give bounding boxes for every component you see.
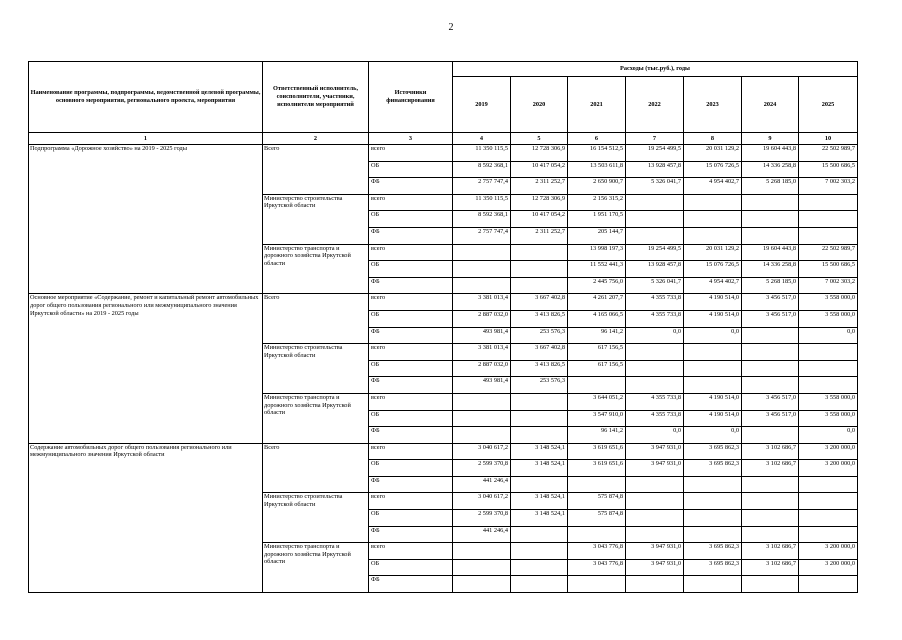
value-cell: [511, 410, 568, 427]
source-cell: всего: [369, 344, 453, 361]
source-cell: всего: [369, 493, 453, 510]
value-cell: 11 350 115,5: [453, 194, 511, 211]
value-cell: 3 947 931,0: [626, 460, 684, 477]
value-cell: [742, 327, 799, 344]
value-cell: [453, 393, 511, 410]
value-cell: [684, 360, 742, 377]
value-cell: 3 043 776,8: [568, 559, 626, 576]
value-cell: 13 928 457,8: [626, 161, 684, 178]
value-cell: 3 619 651,6: [568, 443, 626, 460]
header-year: 2019: [453, 77, 511, 133]
value-cell: 3 456 517,0: [742, 393, 799, 410]
header-year: 2021: [568, 77, 626, 133]
value-cell: 3 558 000,0: [799, 410, 858, 427]
value-cell: 10 417 054,2: [511, 211, 568, 228]
source-cell: ФБ: [369, 476, 453, 493]
value-cell: 493 981,4: [453, 327, 511, 344]
column-number: 7: [626, 133, 684, 145]
value-cell: [799, 194, 858, 211]
source-cell: ОБ: [369, 460, 453, 477]
value-cell: [799, 476, 858, 493]
value-cell: [742, 510, 799, 527]
header-year: 2024: [742, 77, 799, 133]
value-cell: 0,0: [626, 327, 684, 344]
header-expenses: Расходы (тыс.руб.), годы: [453, 62, 858, 77]
column-number: 2: [263, 133, 369, 145]
value-cell: [511, 393, 568, 410]
value-cell: [511, 476, 568, 493]
value-cell: 3 102 686,7: [742, 559, 799, 576]
value-cell: 3 667 402,8: [511, 294, 568, 311]
value-cell: 4 355 733,8: [626, 393, 684, 410]
value-cell: 19 254 499,5: [626, 145, 684, 162]
value-cell: 2 650 900,7: [568, 178, 626, 195]
value-cell: 3 381 013,4: [453, 294, 511, 311]
value-cell: [453, 576, 511, 593]
value-cell: 12 728 306,9: [511, 194, 568, 211]
value-cell: [626, 510, 684, 527]
value-cell: 3 695 862,3: [684, 543, 742, 560]
value-cell: [626, 194, 684, 211]
value-cell: 253 576,3: [511, 327, 568, 344]
value-cell: 4 954 402,7: [684, 178, 742, 195]
value-cell: 3 558 000,0: [799, 393, 858, 410]
source-cell: всего: [369, 393, 453, 410]
value-cell: 3 381 013,4: [453, 344, 511, 361]
value-cell: 14 336 258,8: [742, 261, 799, 278]
header-year: 2020: [511, 77, 568, 133]
table-row: [29, 443, 858, 460]
value-cell: 3 148 524,1: [511, 493, 568, 510]
value-cell: [453, 244, 511, 261]
source-cell: всего: [369, 145, 453, 162]
value-cell: 2 887 032,0: [453, 360, 511, 377]
value-cell: 13 998 197,3: [568, 244, 626, 261]
value-cell: 253 576,3: [511, 377, 568, 394]
source-cell: ОБ: [369, 261, 453, 278]
value-cell: [799, 344, 858, 361]
header-source: Источники финансирования: [369, 62, 453, 133]
value-cell: 205 144,7: [568, 227, 626, 244]
value-cell: 3 644 051,2: [568, 393, 626, 410]
value-cell: 0,0: [799, 427, 858, 444]
value-cell: 12 728 306,9: [511, 145, 568, 162]
value-cell: 8 592 368,1: [453, 161, 511, 178]
value-cell: 3 200 000,0: [799, 559, 858, 576]
value-cell: [799, 510, 858, 527]
value-cell: [799, 377, 858, 394]
value-cell: 11 350 115,5: [453, 145, 511, 162]
value-cell: [453, 410, 511, 427]
value-cell: 3 947 931,0: [626, 559, 684, 576]
value-cell: 3 695 862,3: [684, 460, 742, 477]
value-cell: [453, 261, 511, 278]
value-cell: 3 102 686,7: [742, 443, 799, 460]
source-cell: всего: [369, 294, 453, 311]
value-cell: 0,0: [684, 427, 742, 444]
header-year: 2022: [626, 77, 684, 133]
value-cell: 575 874,8: [568, 510, 626, 527]
source-cell: ФБ: [369, 377, 453, 394]
value-cell: 2 887 032,0: [453, 310, 511, 327]
value-cell: 3 200 000,0: [799, 443, 858, 460]
value-cell: [511, 244, 568, 261]
value-cell: 3 043 776,8: [568, 543, 626, 560]
table-row: [29, 145, 858, 162]
value-cell: 5 326 041,7: [626, 277, 684, 294]
column-number: 4: [453, 133, 511, 145]
value-cell: 3 547 910,0: [568, 410, 626, 427]
value-cell: 4 355 733,8: [626, 310, 684, 327]
value-cell: 3 558 000,0: [799, 310, 858, 327]
value-cell: 20 031 129,2: [684, 145, 742, 162]
value-cell: [742, 493, 799, 510]
value-cell: 0,0: [799, 327, 858, 344]
executor-cell: Министерство строительства Иркутской области: [263, 493, 369, 543]
section-name: Содержание автомобильных дорог общего пользования регионального или межмуниципального значения Иркутской области: [29, 443, 263, 592]
value-cell: [799, 493, 858, 510]
value-cell: 4 261 207,7: [568, 294, 626, 311]
table-row: [29, 294, 858, 311]
value-cell: 15 076 726,5: [684, 161, 742, 178]
value-cell: [742, 377, 799, 394]
value-cell: 4 355 733,8: [626, 410, 684, 427]
executor-cell: Министерство строительства Иркутской области: [263, 194, 369, 244]
source-cell: всего: [369, 194, 453, 211]
source-cell: ФБ: [369, 277, 453, 294]
source-cell: ОБ: [369, 510, 453, 527]
source-cell: ОБ: [369, 211, 453, 228]
value-cell: [453, 277, 511, 294]
value-cell: 14 336 258,8: [742, 161, 799, 178]
section-name: Основное мероприятие «Содержание, ремонт и капитальный ремонт автомобильных дорог общего пользования регионального или межмуниципального значения Иркутской области» на 2019 - 2025 годы: [29, 294, 263, 443]
value-cell: [568, 377, 626, 394]
source-cell: ФБ: [369, 576, 453, 593]
value-cell: [511, 559, 568, 576]
value-cell: 22 502 989,7: [799, 244, 858, 261]
value-cell: 3 456 517,0: [742, 294, 799, 311]
value-cell: [626, 576, 684, 593]
source-cell: всего: [369, 443, 453, 460]
value-cell: [511, 543, 568, 560]
value-cell: 2 599 370,8: [453, 510, 511, 527]
source-cell: ФБ: [369, 427, 453, 444]
executor-cell: Всего: [263, 294, 369, 344]
section-name: Подпрограмма «Дорожное хозяйство» на 2019 - 2025 годы: [29, 145, 263, 294]
value-cell: [799, 526, 858, 543]
value-cell: 4 355 733,8: [626, 294, 684, 311]
value-cell: [742, 526, 799, 543]
value-cell: [453, 543, 511, 560]
source-cell: ФБ: [369, 526, 453, 543]
value-cell: 4 190 514,0: [684, 393, 742, 410]
value-cell: 5 268 185,0: [742, 178, 799, 195]
header-executor: Ответственный исполнитель, соисполнители, участники, исполнители мероприятий: [263, 62, 369, 133]
value-cell: 2 311 252,7: [511, 227, 568, 244]
value-cell: 15 076 726,5: [684, 261, 742, 278]
value-cell: 2 156 315,2: [568, 194, 626, 211]
column-number: 10: [799, 133, 858, 145]
source-cell: ОБ: [369, 310, 453, 327]
executor-cell: Министерство строительства Иркутской области: [263, 344, 369, 394]
value-cell: 3 695 862,3: [684, 559, 742, 576]
value-cell: 3 413 826,5: [511, 360, 568, 377]
value-cell: [626, 476, 684, 493]
value-cell: 0,0: [684, 327, 742, 344]
value-cell: 4 190 514,0: [684, 310, 742, 327]
column-number: 1: [29, 133, 263, 145]
page-number: 2: [448, 22, 454, 33]
value-cell: [742, 360, 799, 377]
value-cell: 5 268 185,0: [742, 277, 799, 294]
value-cell: [568, 526, 626, 543]
source-cell: ОБ: [369, 360, 453, 377]
value-cell: 7 002 303,2: [799, 178, 858, 195]
value-cell: 2 311 252,7: [511, 178, 568, 195]
column-number: 9: [742, 133, 799, 145]
value-cell: 3 947 931,0: [626, 443, 684, 460]
value-cell: 15 500 686,5: [799, 161, 858, 178]
value-cell: 3 667 402,8: [511, 344, 568, 361]
value-cell: [626, 360, 684, 377]
value-cell: 16 154 512,5: [568, 145, 626, 162]
value-cell: 3 200 000,0: [799, 543, 858, 560]
source-cell: ФБ: [369, 327, 453, 344]
value-cell: 19 604 443,8: [742, 244, 799, 261]
executor-cell: Министерство транспорта и дорожного хозяйства Иркутской области: [263, 543, 369, 593]
value-cell: 13 928 457,8: [626, 261, 684, 278]
source-cell: ОБ: [369, 559, 453, 576]
value-cell: [684, 194, 742, 211]
value-cell: 96 141,2: [568, 427, 626, 444]
value-cell: [511, 261, 568, 278]
value-cell: 19 604 443,8: [742, 145, 799, 162]
value-cell: 3 558 000,0: [799, 294, 858, 311]
value-cell: 3 413 826,5: [511, 310, 568, 327]
value-cell: 617 156,5: [568, 360, 626, 377]
value-cell: [684, 576, 742, 593]
value-cell: [799, 227, 858, 244]
value-cell: [626, 526, 684, 543]
value-cell: 3 148 524,1: [511, 443, 568, 460]
value-cell: 8 592 368,1: [453, 211, 511, 228]
value-cell: 3 102 686,7: [742, 460, 799, 477]
value-cell: 3 456 517,0: [742, 410, 799, 427]
value-cell: 10 417 054,2: [511, 161, 568, 178]
value-cell: [799, 360, 858, 377]
value-cell: 3 947 931,0: [626, 543, 684, 560]
value-cell: [511, 427, 568, 444]
value-cell: 4 190 514,0: [684, 410, 742, 427]
source-cell: ФБ: [369, 178, 453, 195]
value-cell: 22 502 989,7: [799, 145, 858, 162]
value-cell: 2 599 370,8: [453, 460, 511, 477]
value-cell: 19 254 499,5: [626, 244, 684, 261]
value-cell: [626, 344, 684, 361]
value-cell: 3 148 524,1: [511, 510, 568, 527]
executor-cell: Министерство транспорта и дорожного хозяйства Иркутской области: [263, 393, 369, 443]
value-cell: [684, 211, 742, 228]
value-cell: 4 165 066,5: [568, 310, 626, 327]
value-cell: [742, 427, 799, 444]
value-cell: [511, 526, 568, 543]
value-cell: [684, 344, 742, 361]
source-cell: ОБ: [369, 410, 453, 427]
value-cell: [511, 576, 568, 593]
value-cell: 3 456 517,0: [742, 310, 799, 327]
value-cell: 1 951 170,5: [568, 211, 626, 228]
value-cell: 575 874,8: [568, 493, 626, 510]
value-cell: 2 445 756,0: [568, 277, 626, 294]
value-cell: [742, 211, 799, 228]
value-cell: 20 031 129,2: [684, 244, 742, 261]
value-cell: 493 981,4: [453, 377, 511, 394]
value-cell: 441 246,4: [453, 476, 511, 493]
source-cell: всего: [369, 543, 453, 560]
value-cell: 3 040 617,2: [453, 443, 511, 460]
value-cell: 3 102 686,7: [742, 543, 799, 560]
value-cell: 3 695 862,3: [684, 443, 742, 460]
value-cell: 7 002 303,2: [799, 277, 858, 294]
value-cell: [511, 277, 568, 294]
source-cell: ОБ: [369, 161, 453, 178]
value-cell: [742, 576, 799, 593]
value-cell: 617 156,5: [568, 344, 626, 361]
value-cell: 3 619 651,6: [568, 460, 626, 477]
value-cell: [568, 576, 626, 593]
value-cell: 3 200 000,0: [799, 460, 858, 477]
value-cell: 4 190 514,0: [684, 294, 742, 311]
value-cell: [799, 211, 858, 228]
column-number: 6: [568, 133, 626, 145]
value-cell: [684, 377, 742, 394]
value-cell: [684, 227, 742, 244]
value-cell: 2 757 747,4: [453, 178, 511, 195]
source-cell: всего: [369, 244, 453, 261]
value-cell: 11 552 441,3: [568, 261, 626, 278]
value-cell: 441 246,4: [453, 526, 511, 543]
value-cell: [453, 427, 511, 444]
header-year: 2023: [684, 77, 742, 133]
value-cell: [684, 510, 742, 527]
value-cell: 3 040 617,2: [453, 493, 511, 510]
value-cell: [742, 476, 799, 493]
value-cell: [568, 476, 626, 493]
source-cell: ФБ: [369, 227, 453, 244]
value-cell: [684, 526, 742, 543]
column-number: 8: [684, 133, 742, 145]
executor-cell: Всего: [263, 443, 369, 493]
value-cell: [626, 493, 684, 510]
value-cell: 3 148 524,1: [511, 460, 568, 477]
value-cell: 4 954 402,7: [684, 277, 742, 294]
value-cell: 0,0: [626, 427, 684, 444]
value-cell: [626, 227, 684, 244]
executor-cell: Всего: [263, 145, 369, 195]
value-cell: [742, 194, 799, 211]
value-cell: 96 141,2: [568, 327, 626, 344]
value-cell: [626, 211, 684, 228]
financing-table: [28, 61, 858, 593]
header-year: 2025: [799, 77, 858, 133]
column-number: 5: [511, 133, 568, 145]
value-cell: 2 757 747,4: [453, 227, 511, 244]
value-cell: 13 503 611,8: [568, 161, 626, 178]
executor-cell: Министерство транспорта и дорожного хозяйства Иркутской области: [263, 244, 369, 294]
value-cell: [799, 576, 858, 593]
header-name: Наименование программы, подпрограммы, ведомственной целевой программы, основного мероприятия, регионального проекта, мероприятия: [29, 62, 263, 133]
value-cell: [626, 377, 684, 394]
value-cell: [684, 493, 742, 510]
column-number: 3: [369, 133, 453, 145]
value-cell: [742, 344, 799, 361]
value-cell: [684, 476, 742, 493]
value-cell: [453, 559, 511, 576]
value-cell: 15 500 686,5: [799, 261, 858, 278]
value-cell: 5 326 041,7: [626, 178, 684, 195]
value-cell: [742, 227, 799, 244]
